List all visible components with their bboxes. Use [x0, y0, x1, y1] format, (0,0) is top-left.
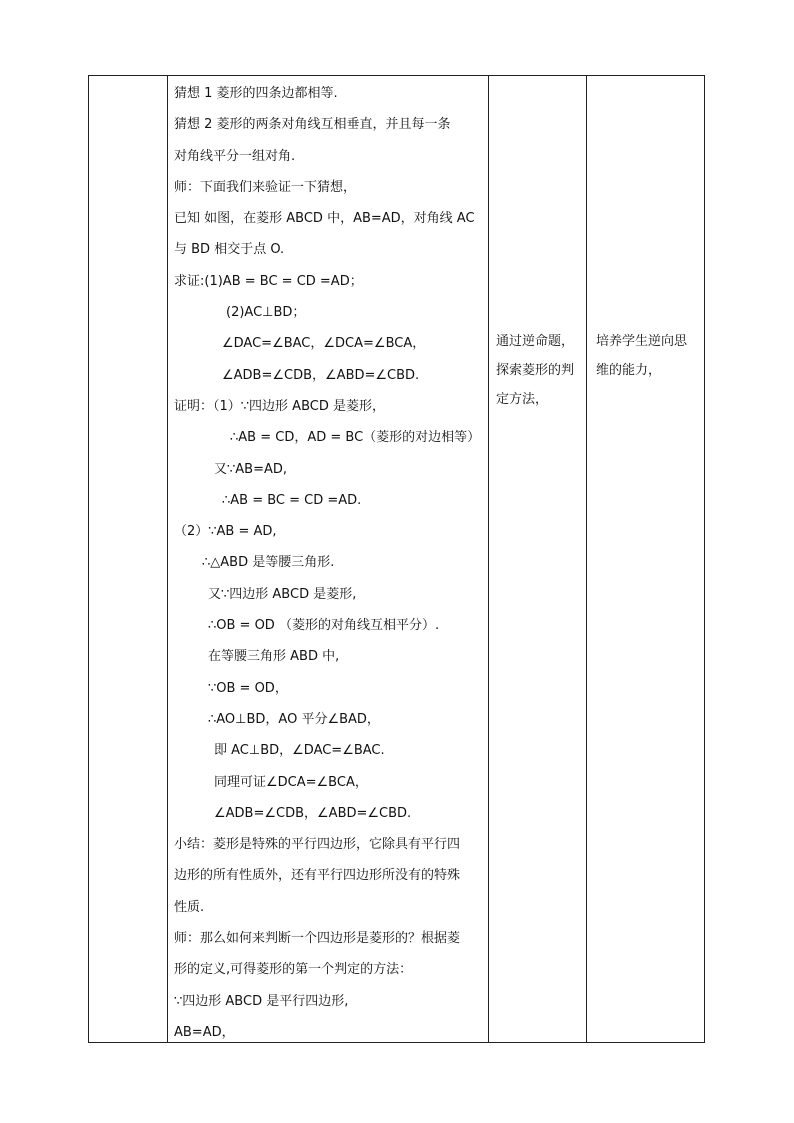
column-divider [586, 76, 587, 1042]
goal-line: 培养学生逆向思 [596, 334, 688, 349]
goal-cell [589, 327, 705, 385]
design-intent-line: 定方法， [496, 392, 549, 407]
content-line: AB=AD， [174, 1024, 235, 1040]
content-line: ∠DAC=∠BAC，∠DCA=∠BCA， [222, 336, 426, 352]
content-line: 已知 如图，在菱形 ABCD 中，AB=AD，对角线 AC [174, 211, 475, 227]
content-line: 猜想 2 菱形的两条对角线互相垂直，并且每一条 [174, 117, 451, 133]
content-line: 求证:(1)AB = BC = CD =AD； [174, 273, 363, 289]
content-line: 猜想 1 菱形的四条边都相等. [174, 86, 338, 101]
content-line: ∴OB = OD （菱形的对角线互相平分）. [208, 618, 440, 634]
content-line: 即 AC⊥BD，∠DAC=∠BAC. [214, 743, 385, 759]
column-divider [167, 76, 168, 1042]
goal-line: 维的能力， [596, 363, 662, 378]
design-intent-line: 探索菱形的判 [496, 363, 575, 378]
content-line: 小结：菱形是特殊的平行四边形，它除具有平行四 [174, 837, 461, 853]
content-line: 同理可证∠DCA=∠BCA， [214, 774, 368, 790]
content-line: 师：下面我们来验证一下猜想， [174, 179, 357, 195]
content-line: 边形的所有性质外，还有平行四边形所没有的特殊 [174, 868, 461, 884]
teaching-content-cell [169, 76, 489, 1042]
content-line: 证明：（1）∵四边形 ABCD 是菱形， [174, 398, 385, 414]
content-line: 形的定义,可得菱形的第一个判定的方法： [174, 962, 413, 978]
content-line: ∴△ABD 是等腰三角形. [202, 555, 335, 571]
content-line: 与 BD 相交于点 O. [174, 242, 285, 258]
content-line: ∴AB = CD，AD = BC（菱形的对边相等） [230, 430, 481, 446]
content-line: 师：那么如何来判断一个四边形是菱形的？根据菱 [174, 931, 461, 947]
content-line: 又∵四边形 ABCD 是菱形, [208, 586, 357, 602]
content-line: 性质. [174, 899, 205, 915]
content-line: （2）∵AB = AD, [174, 524, 277, 540]
content-line: 又∵AB=AD, [214, 461, 288, 477]
lesson-table [88, 75, 705, 1043]
content-line: (2)AC⊥BD； [226, 305, 306, 321]
content-line: 在等腰三角形 ABD 中, [208, 649, 340, 665]
content-line: ∵四边形 ABCD 是平行四边形, [174, 993, 349, 1009]
design-intent-cell [491, 327, 587, 414]
content-line: ∠ADB=∠CDB，∠ABD=∠CBD. [222, 367, 420, 383]
content-line: ∴AB = BC = CD =AD. [222, 492, 362, 508]
content-line: 对角线平分一组对角. [174, 148, 296, 164]
design-intent-line: 通过逆命题， [496, 334, 575, 349]
content-line: ∵OB = OD， [208, 680, 288, 696]
content-line: ∴AO⊥BD，AO 平分∠BAD， [208, 711, 380, 727]
content-line: ∠ADB=∠CDB，∠ABD=∠CBD. [214, 805, 412, 821]
